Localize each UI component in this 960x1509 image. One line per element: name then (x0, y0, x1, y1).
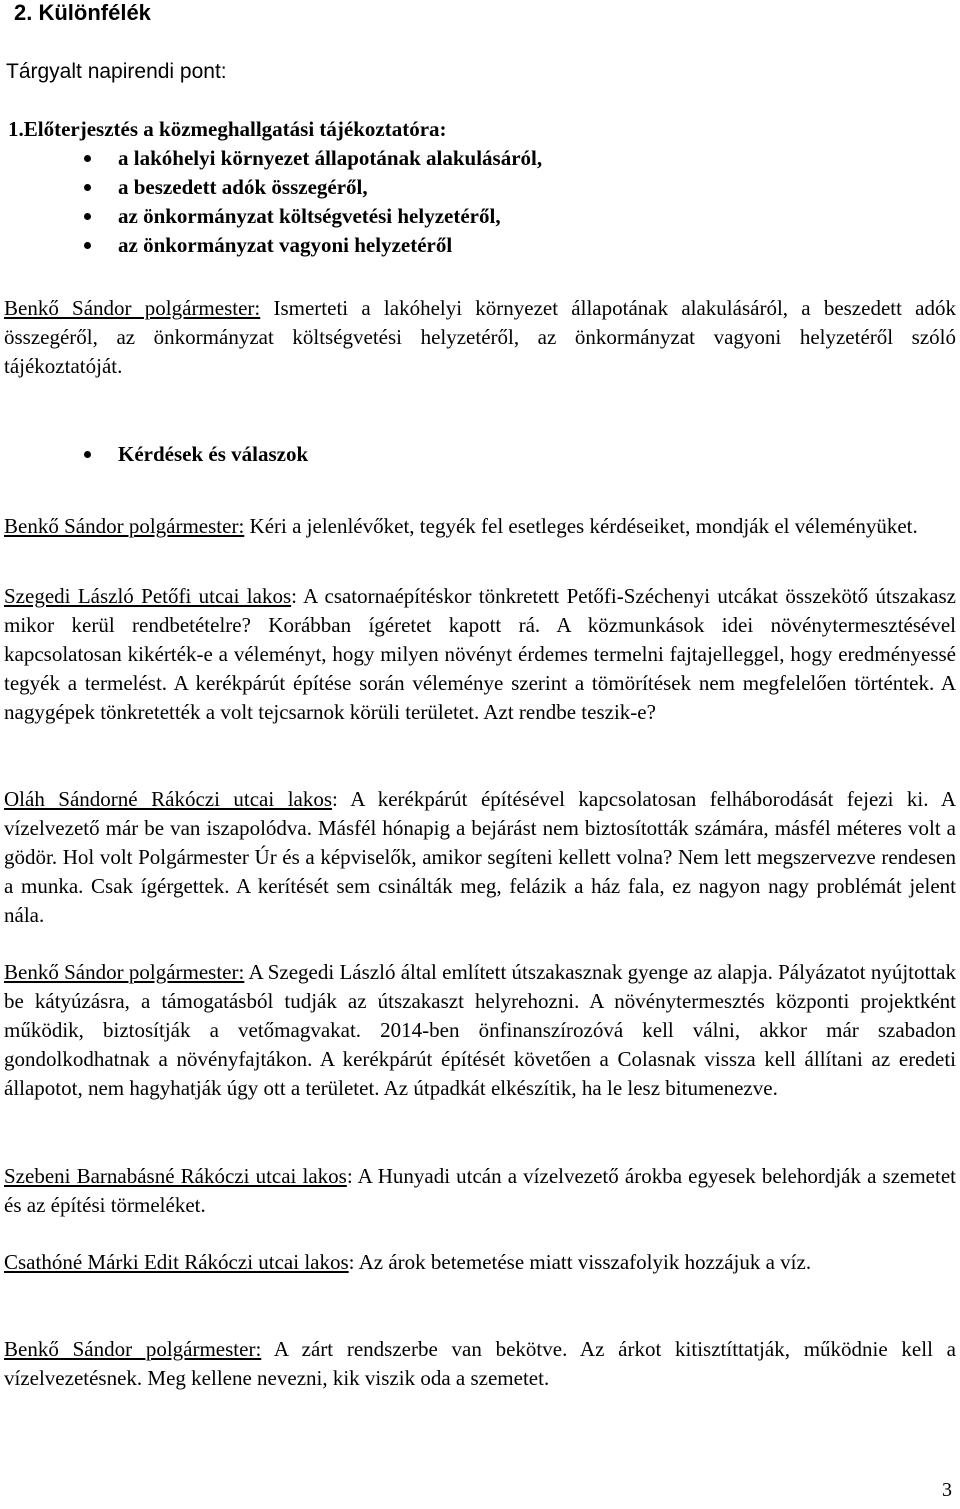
section-title: 2. Különfélék (14, 0, 151, 25)
speaker-name: Szegedi László Petőfi utcai lakos (4, 584, 292, 608)
paragraph (4, 1248, 956, 1277)
agenda-bullet: a beszedett adók összegéről, (4, 173, 542, 202)
agenda-label: Tárgyalt napirendi pont: (6, 60, 227, 83)
paragraph (4, 582, 956, 727)
page-number: 3 (942, 1479, 952, 1501)
speaker-name: Csathóné Márki Edit Rákóczi utcai lakos (4, 1250, 349, 1274)
speaker-name: Oláh Sándorné Rákóczi utcai lakos (4, 787, 333, 811)
paragraph-text: : A kerékpárút építésével kapcsolatosan felháborodását fejezi ki. A vízelvezető már be van iszapolódva. Másfél hónapig a bejárást nem biztosították számára, másfél méteres volt a gödör. Hol volt Polgármester Úr és a képviselők, amikor segíteni kellett volna? Nem lett megszervezve rendesen a munka. Csak ígérgettek. A kerítését sem csinálták meg, felázik a ház fala, ez nagyon nagy problémát jelent nála. (4, 787, 956, 927)
paragraph (4, 1335, 956, 1393)
paragraph-text: Ismerteti a lakóhelyi környezet állapotának alakulásáról, a beszedett adók összegéről, az önkormányzat költségvetési helyzetéről, az önkormányzat vagyoni helyzetéről szóló tájékoztatóját. (4, 296, 956, 378)
speaker-name: Benkő Sándor polgármester: (4, 514, 245, 538)
paragraph-text: : Az árok betemetése miatt visszafolyik hozzájuk a víz. (348, 1250, 812, 1274)
paragraph-text: A zárt rendszerbe van bekötve. Az árkot kitisztíttatják, működnie kell a vízelvezetésnek. Meg kellene nevezni, kik viszik oda a szemetet. (4, 1337, 956, 1390)
paragraph (4, 294, 956, 381)
agenda-bullet: az önkormányzat vagyoni helyzetéről (4, 231, 542, 260)
agenda-bullet: a lakóhelyi környezet állapotának alakulásáról, (4, 144, 542, 173)
paragraph-text: : A csatornaépítéskor tönkretett Petőfi-Széchenyi utcákat összekötő útszakasz mikor kerül rendbetételre? Korábban ígéretet kapott rá. A közmunkások idei növénytermesztésével kapcsolatosan kikérték-e a véleményt, hogy milyen növényt érdemes termelni fajtajelleggel, hogy eredményessé tegyék a termelést. A kerékpárút építése során véleménye szerint a tömörítések nem megfelelően történtek. A nagygépek tönkretették a volt tejcsarnok körüli területet. Azt rendbe teszik-e? (4, 584, 956, 724)
paragraph (4, 958, 956, 1103)
agenda-intro: 1.Előterjesztés a közmeghallgatási tájékoztatóra: (8, 117, 447, 141)
speaker-name: Benkő Sándor polgármester: (4, 1337, 262, 1361)
speaker-name: Szebeni Barnabásné Rákóczi utcai lakos (4, 1164, 347, 1188)
paragraph-text: : A Hunyadi utcán a vízelvezető árokba egyesek belehordják a szemetet és az építési törmeléket. (4, 1164, 956, 1217)
paragraph (4, 512, 956, 541)
paragraph-text: A Szegedi László által említett útszakasznak gyenge az alapja. Pályázatot nyújtottak be kátyúzásra, a támogatásból tudják az útszakaszt helyrehozni. A növénytermesztés központi projektként működik, biztosítják a vetőmagvakat. 2014-ben önfinanszírozóvá kell válni, akkor már szabadon gondolkodhatnak a növényfajtákon. A kerékpárút építését követően a Colasnak vissza kell állítani az eredeti állapotot, nem hagyhatják úgy ott a területet. Az útpadkát elkészítik, ha le lesz bitumenezve. (4, 960, 956, 1100)
qa-heading: Kérdések és válaszok (4, 440, 308, 469)
speaker-name: Benkő Sándor polgármester: (4, 960, 245, 984)
paragraph (4, 785, 956, 930)
agenda-bullet-list (4, 144, 542, 260)
agenda-bullet: az önkormányzat költségvetési helyzetéről, (4, 202, 542, 231)
paragraph (4, 1162, 956, 1220)
paragraph-text: Kéri a jelenlévőket, tegyék fel esetleges kérdéseiket, mondják el véleményüket. (244, 514, 918, 538)
speaker-name: Benkő Sándor polgármester: (4, 296, 261, 320)
